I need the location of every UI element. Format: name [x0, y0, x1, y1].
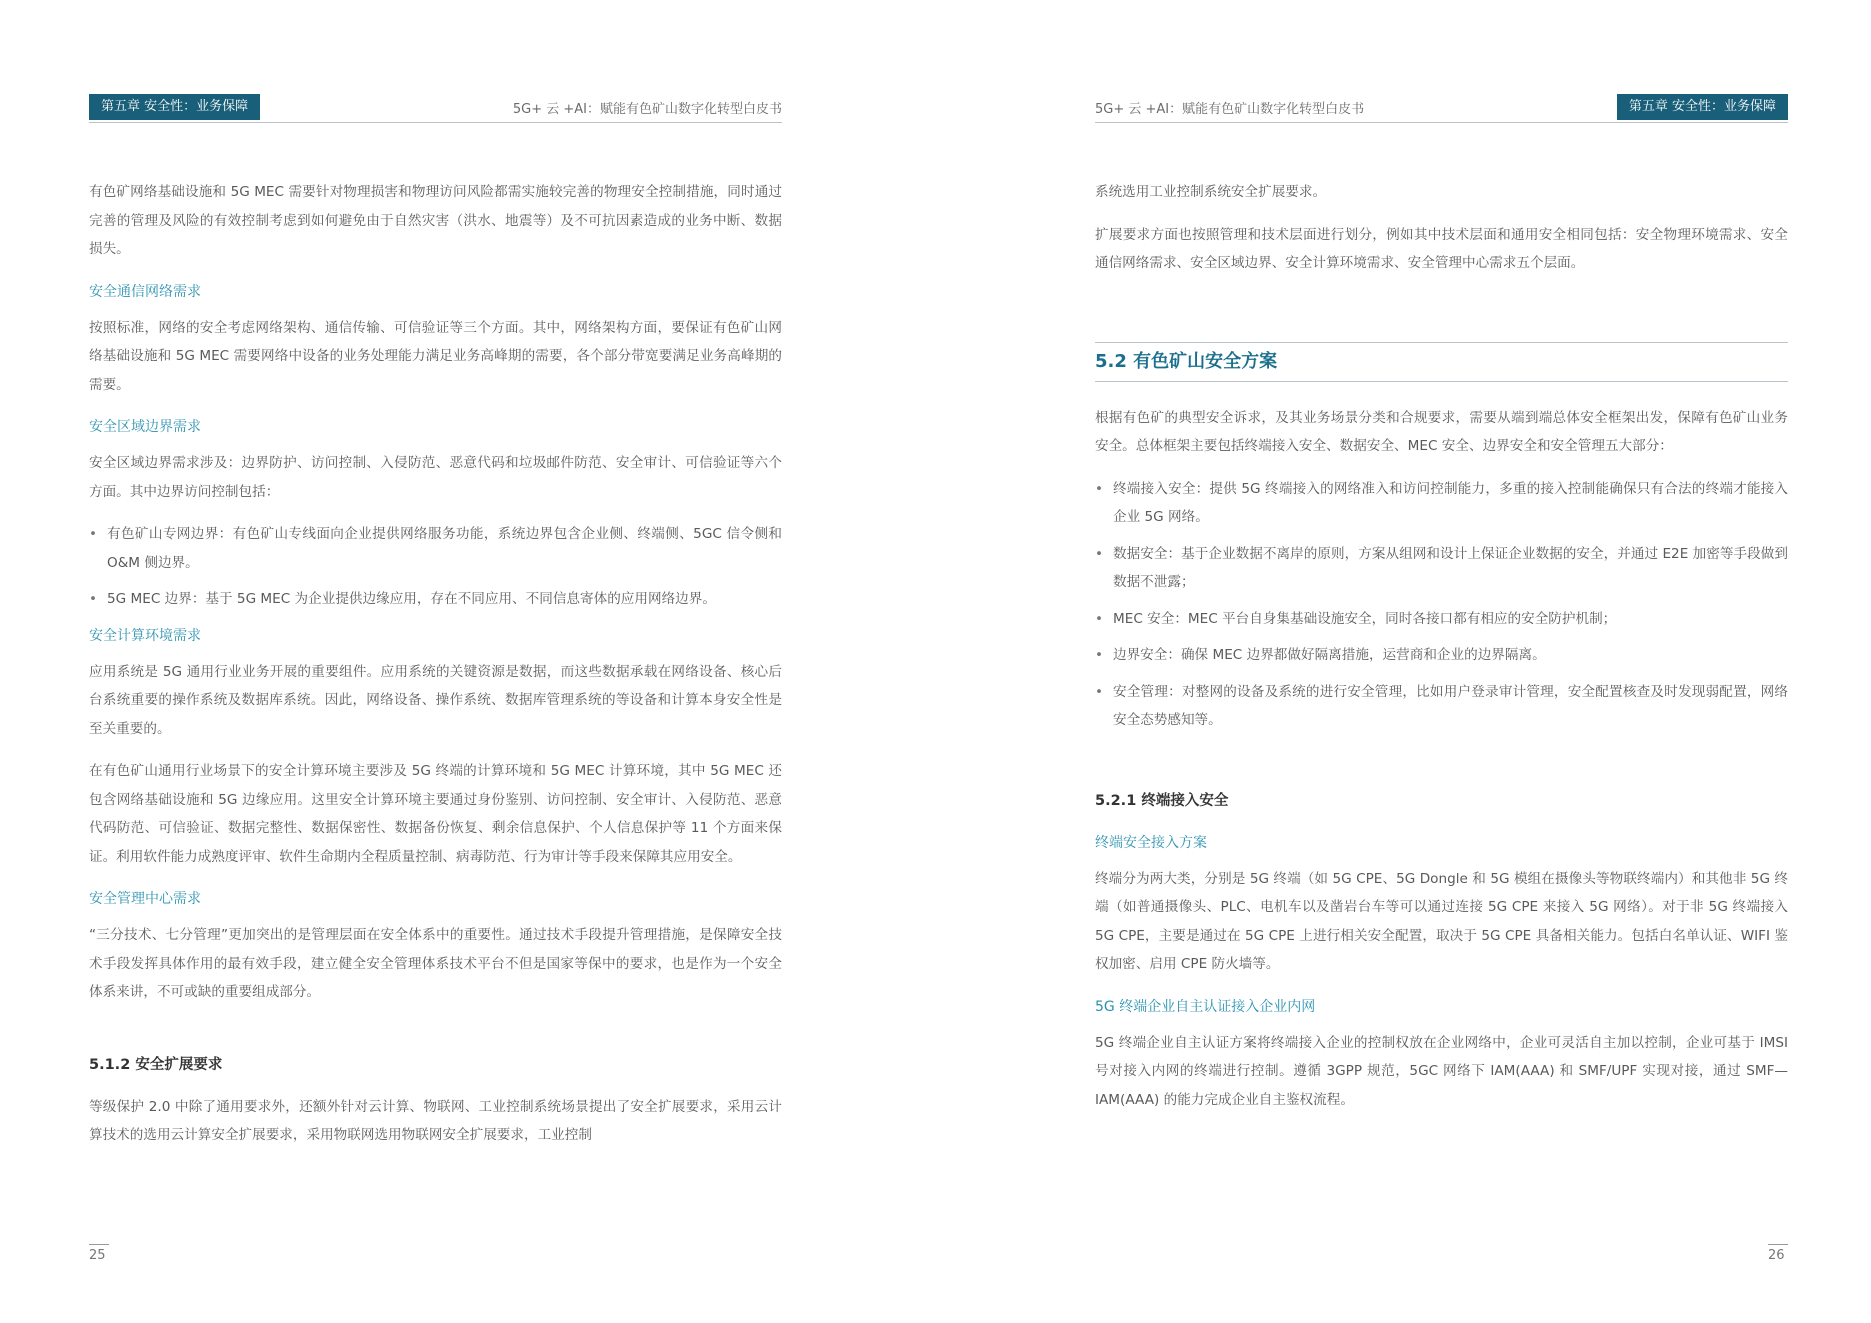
paragraph: 系统选用工业控制系统安全扩展要求。 — [1095, 184, 1327, 200]
paragraph: 等级保护 2.0 中除了通用要求外，还额外针对云计算、物联网、工业控制系统场景提出了安全扩展要求，采用云计算技术的选用云计算安全扩展要求，采用物联网选用物联网安全扩展要求，工业控制 — [89, 1098, 782, 1143]
list-item: • 安全管理：对整网的设备及系统的进行安全管理，比如用户登录审计管理，安全配置核查及时发现弱配置，网络安全态势感知等。 — [1095, 678, 1788, 735]
document-title: 5G+ 云 +AI：赋能有色矿山数字化转型白皮书 — [1095, 102, 1365, 117]
list-item: • 终端接入安全：提供 5G 终端接入的网络准入和访问控制能力，多重的接入控制能确保只有合法的终端才能接入企业 5G 网络。 — [1095, 475, 1788, 532]
paragraph: 根据有色矿的典型安全诉求，及其业务场景分类和合规要求，需要从端到端总体安全框架出发，保障有色矿山业务安全。总体框架主要包括终端接入安全、数据安全、MEC 安全、边界安全和安全管理五大部分： — [1095, 409, 1788, 454]
paragraph: 有色矿网络基础设施和 5G MEC 需要针对物理损害和物理访问风险都需实施较完善的物理安全控制措施，同时通过完善的管理及风险的有效控制考虑到如何避免由于自然灾害（洪水、地震等）及不可抗因素造成的业务中断、数据损失。 — [89, 184, 782, 257]
chapter-tag: 第五章 安全性：业务保障 — [1617, 94, 1788, 120]
paragraph: 应用系统是 5G 通用行业业务开展的重要组件。应用系统的关键资源是数据，而这些数据承载在网络设备、核心后台系统重要的操作系统及数据库系统。因此，网络设备、操作系统、数据库管理系统的等设备和计算本身安全性是至关重要的。 — [89, 663, 782, 737]
list-item: • 边界安全：确保 MEC 边界都做好隔离措施，运营商和企业的边界隔离。 — [1095, 641, 1788, 670]
chapter-tag: 第五章 安全性：业务保障 — [89, 94, 260, 120]
subheading: 安全通信网络需求 — [89, 283, 201, 300]
section-title: 5.2 有色矿山安全方案 — [1095, 342, 1788, 382]
subheading: 安全区域边界需求 — [89, 419, 201, 435]
paragraph: 安全区域边界需求涉及：边界防护、访问控制、入侵防范、恶意代码和垃圾邮件防范、安全审计、可信验证等六个方面。其中边界访问控制包括： — [89, 455, 782, 500]
list-item: • MEC 安全：MEC 平台自身集基础设施安全，同时各接口都有相应的安全防护机制； — [1095, 605, 1788, 634]
bullet-list — [1095, 475, 1788, 735]
page-number: 25 — [89, 1248, 106, 1263]
list-item: • 有色矿山专网边界：有色矿山专线面向企业提供网络服务功能，系统边界包含企业侧、终端侧、5GC 信令侧和 O&M 侧边界。 — [89, 520, 782, 577]
document-title: 5G+ 云 +AI：赋能有色矿山数字化转型白皮书 — [512, 102, 782, 117]
list-item: • 数据安全：基于企业数据不离岸的原则，方案从组网和设计上保证企业数据的安全，并通过 E2E 加密等手段做到数据不泄露； — [1095, 540, 1788, 597]
subheading: 安全管理中心需求 — [89, 891, 201, 907]
paragraph: 按照标准，网络的安全考虑网络架构、通信传输、可信验证等三个方面。其中，网络架构方面，要保证有色矿山网络基础设施和 5G MEC 需要网络中设备的业务处理能力满足业务高峰期的需要，各个部分带宽要满足业务高峰期的需要。 — [89, 319, 782, 393]
right-page — [936, 0, 1871, 1323]
subheading: 安全计算环境需求 — [89, 627, 201, 644]
paragraph: 5G 终端企业自主认证方案将终端接入企业的控制权放在企业网络中，企业可灵活自主加以控制，企业可基于 IMSI 号对接入内网的终端进行控制。遵循 3GPP 规范，5GC 网络下 IAM(AAA) 和 SMF/UPF 实现对接，通过 SMF—IAM(AAA) 的能力完成企业自主鉴权流程。 — [1095, 1034, 1788, 1108]
bullet-list — [89, 520, 782, 614]
section-heading: 5.2.1 终端接入安全 — [1095, 792, 1229, 809]
page-content — [1095, 178, 1788, 1128]
paragraph: 扩展要求方面也按照管理和技术层面进行划分，例如其中技术层面和通用安全相同包括：安全物理环境需求、安全通信网络需求、安全区域边界、安全计算环境需求、安全管理中心需求五个层面。 — [1095, 226, 1788, 271]
section-heading: 5.1.2 安全扩展要求 — [89, 1056, 223, 1073]
paragraph: 在有色矿山通用行业场景下的安全计算环境主要涉及 5G 终端的计算环境和 5G MEC 计算环境，其中 5G MEC 还包含网络基础设施和 5G 边缘应用。这里安全计算环境主要通过身份鉴别、访问控制、安全审计、入侵防范、恶意代码防范、可信验证、数据完整性、数据保密性、数据备份恢复、剩余信息保护、个人信息保护等 11 个方面来保证。利用软件能力成熟度评审、软件生命期内全程质量控制、病毒防范、行为审计等手段来保障其应用安全。 — [89, 763, 782, 865]
paragraph: “三分技术、七分管理”更加突出的是管理层面在安全体系中的重要性。通过技术手段提升管理措施，是保障安全技术手段发挥具体作用的最有效手段，建立健全安全管理体系技术平台不但是国家等保中的要求，也是作为一个安全体系来讲，不可或缺的重要组成部分。 — [89, 927, 782, 1000]
page-header — [1095, 94, 1788, 123]
subheading: 终端安全接入方案 — [1095, 834, 1207, 851]
page-header — [89, 94, 782, 123]
subheading: 5G 终端企业自主认证接入企业内网 — [1095, 998, 1316, 1015]
left-page — [0, 0, 935, 1323]
page-number: 26 — [1768, 1248, 1785, 1263]
list-item: • 5G MEC 边界：基于 5G MEC 为企业提供边缘应用，存在不同应用、不同信息寄体的应用网络边界。 — [89, 585, 782, 614]
paragraph: 终端分为两大类，分别是 5G 终端（如 5G CPE、5G Dongle 和 5G 模组在摄像头等物联终端内）和其他非 5G 终端（如普通摄像头、PLC、电机车以及凿岩台车等可以通过连接 5G CPE 来接入 5G 网络）。对于非 5G 终端接入 5G CPE，主要是通过在 5G CPE 上进行相关安全配置，取决于 5G CPE 具备相关能力。包括白名单认证、WIFI 鉴权加密、启用 CPE 防火墙等。 — [1095, 870, 1788, 972]
page-content — [89, 178, 782, 1164]
